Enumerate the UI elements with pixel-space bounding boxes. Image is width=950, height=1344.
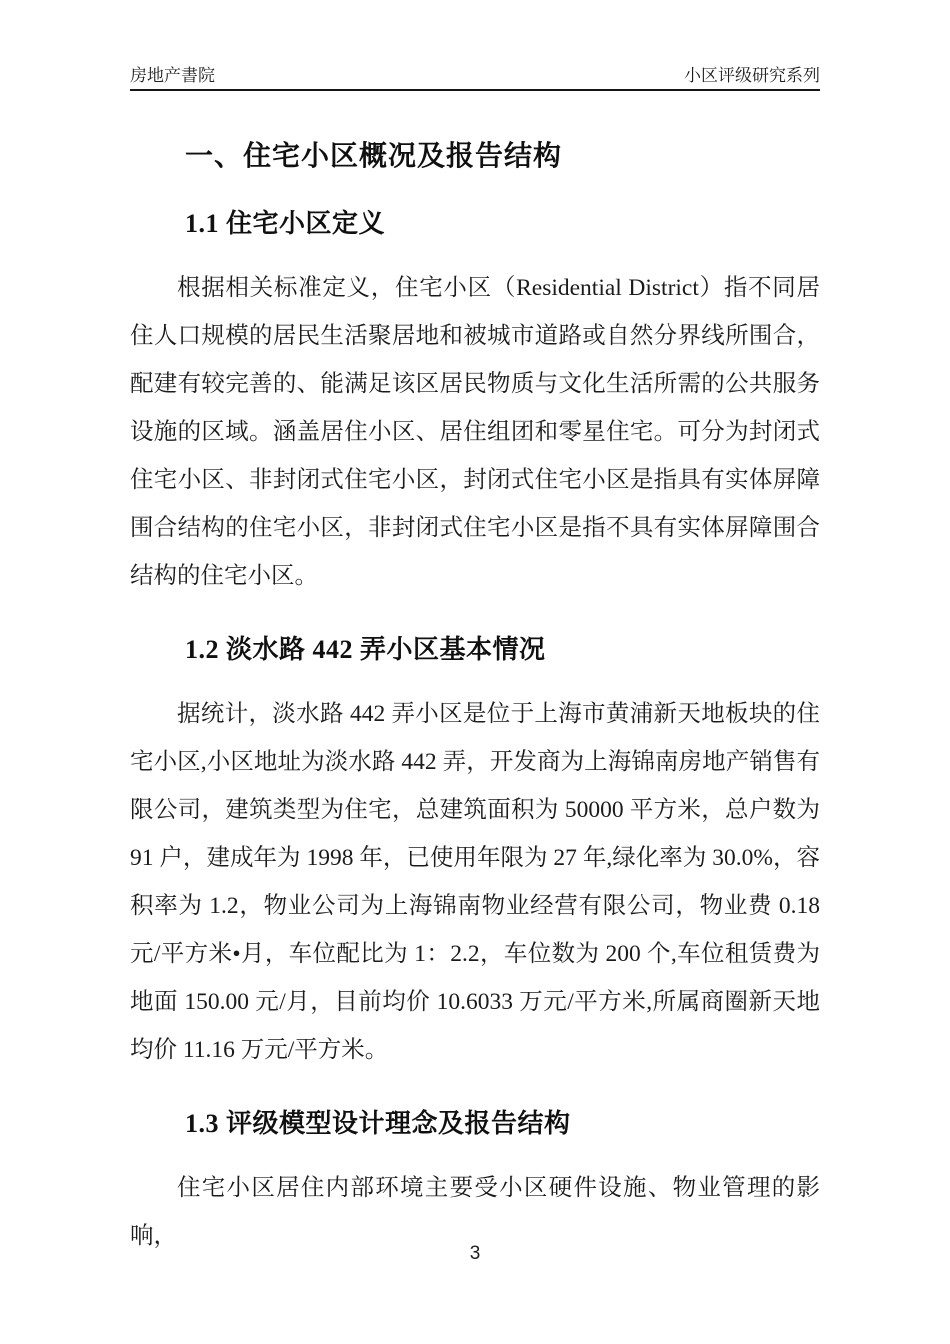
section-danshui-road-basic-info [130, 634, 820, 1074]
section-heading-1-3: 1.3 评级模型设计理念及报告结构 [185, 1109, 571, 1138]
header-right-text: 小区评级研究系列 [684, 66, 820, 85]
header-left-text: 房地产書院 [130, 66, 215, 85]
section-rating-model-structure [130, 1108, 820, 1260]
section-residential-district-definition [130, 208, 820, 600]
document-title: 一、住宅小区概况及报告结构 [185, 141, 563, 172]
paragraph-definition: 根据相关标准定义，住宅小区（Residential District）指不同居住人口规模的居民生活聚居地和被城市道路或自然分界线所围合，配建有较完善的、能满足该区居民物质与文化生活所需的公共服务设施的区域。涵盖居住小区、居住组团和零星住宅。可分为封闭式住宅小区、非封闭式住宅小区，封闭式住宅小区是指具有实体屏障围合结构的住宅小区，非封闭式住宅小区是指不具有实体屏障围合结构的住宅小区。 [130, 275, 820, 589]
page-content [130, 0, 820, 1260]
section-heading-1-2: 1.2 淡水路 442 弄小区基本情况 [185, 635, 546, 664]
page-header [130, 0, 820, 91]
paragraph-rating-model-intro: 住宅小区居住内部环境主要受小区硬件设施、物业管理的影响， [130, 1175, 820, 1249]
paragraph-basic-info: 据统计，淡水路 442 弄小区是位于上海市黄浦新天地板块的住宅小区,小区地址为淡水路 442 弄，开发商为上海锦南房地产销售有限公司，建筑类型为住宅，总建筑面积为 50000 平方米，总户数为 91 户，建成年为 1998 年，已使用年限为 27 年,绿化率为 30.0%，容积率为 1.2，物业公司为上海锦南物业经营有限公司，物业费 0.18 元/平方米•月，车位配比为 1：2.2，车位数为 200 个,车位租赁费为地面 150.00 元/月，目前均价 10.6033 万元/平方米,所属商圈新天地均价 11.16 万元/平方米。 [130, 701, 820, 1063]
section-heading-1-1: 1.1 住宅小区定义 [185, 209, 386, 238]
page-number: 3 [469, 1243, 481, 1264]
